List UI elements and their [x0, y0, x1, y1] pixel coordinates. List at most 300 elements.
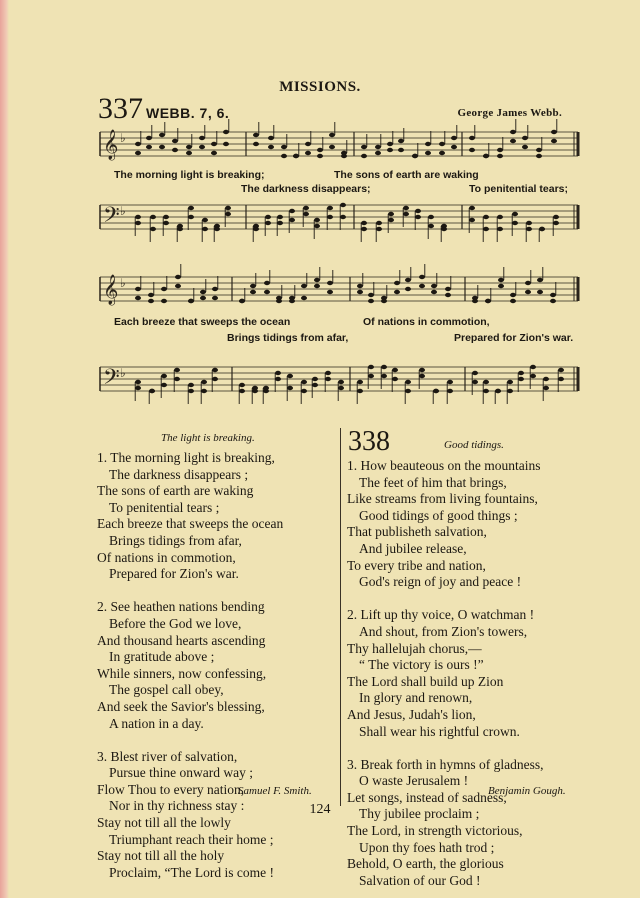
- note-head: [135, 296, 141, 300]
- note-head: [405, 389, 411, 393]
- verse-line: Of nations in commotion,: [97, 549, 236, 565]
- note-head: [317, 154, 323, 158]
- note-head: [314, 218, 320, 222]
- note-head: [148, 293, 154, 297]
- note-head: [483, 380, 489, 384]
- note-head: [392, 377, 398, 381]
- note-head: [553, 215, 559, 219]
- note-head: [148, 299, 154, 303]
- verse-line: While sinners, now confessing,: [97, 665, 267, 681]
- note-head: [525, 281, 531, 285]
- note-head: [368, 299, 374, 303]
- note-head: [188, 299, 194, 303]
- note-head: [357, 389, 363, 393]
- note-head: [301, 380, 307, 384]
- note-head: [403, 206, 409, 210]
- note-head: [387, 148, 393, 152]
- note-head: [135, 151, 141, 155]
- note-head: [425, 151, 431, 155]
- note-head: [368, 374, 374, 378]
- verse-line: Flow Thou to every nation,: [97, 781, 245, 797]
- flat-icon: ♭: [120, 276, 126, 290]
- verse-line: Brings tidings from afar,: [109, 532, 242, 548]
- verse-line: To every tribe and nation,: [347, 557, 486, 573]
- note-head: [135, 380, 141, 384]
- note-head: [161, 287, 167, 291]
- underlay-text: Brings tidings from afar,: [227, 332, 349, 344]
- note-head: [327, 206, 333, 210]
- note-head: [398, 139, 404, 143]
- note-head: [314, 284, 320, 288]
- note-head: [161, 374, 167, 378]
- verse-line: The feet of him that brings,: [359, 474, 507, 490]
- hymn-338-verses: [347, 458, 587, 889]
- note-head: [163, 221, 169, 225]
- verse-line: In gratitude above ;: [109, 649, 215, 665]
- note-head: [497, 154, 503, 158]
- note-head: [451, 136, 457, 140]
- note-head: [252, 389, 258, 393]
- note-head: [357, 290, 363, 294]
- note-head: [338, 380, 344, 384]
- note-head: [361, 145, 367, 149]
- verse-line: Good tidings of good things ;: [359, 507, 518, 523]
- note-head: [317, 148, 323, 152]
- note-head: [253, 227, 259, 231]
- note-head: [558, 368, 564, 372]
- note-head: [497, 215, 503, 219]
- verse-line: The sons of earth are waking: [97, 483, 254, 499]
- note-head: [394, 290, 400, 294]
- note-head: [525, 290, 531, 294]
- note-head: [275, 377, 281, 381]
- note-head: [376, 227, 382, 231]
- note-head: [376, 221, 382, 225]
- note-head: [161, 299, 167, 303]
- note-head: [277, 221, 283, 225]
- verse-line: And Jesus, Judah's lion,: [347, 706, 476, 722]
- note-head: [428, 224, 434, 228]
- music-score: [0, 0, 640, 420]
- note-head: [483, 389, 489, 393]
- note-head: [202, 227, 208, 231]
- note-head: [265, 215, 271, 219]
- verse-line: 3. Break forth in hymns of gladness,: [347, 756, 544, 772]
- note-head: [312, 377, 318, 381]
- note-head: [433, 389, 439, 393]
- note-head: [212, 296, 218, 300]
- note-head: [419, 368, 425, 372]
- note-head: [472, 380, 478, 384]
- note-head: [327, 281, 333, 285]
- note-head: [469, 206, 475, 210]
- verse-line: To penitential tears ;: [109, 499, 220, 515]
- note-head: [253, 133, 259, 137]
- verse-line: Upon thy foes hath trod ;: [359, 839, 495, 855]
- note-head: [289, 218, 295, 222]
- verse-line: “ The victory is ours !”: [359, 657, 484, 673]
- note-head: [202, 218, 208, 222]
- note-head: [214, 227, 220, 231]
- note-head: [551, 130, 557, 134]
- note-head: [398, 148, 404, 152]
- note-head: [277, 215, 283, 219]
- note-head: [498, 278, 504, 282]
- note-head: [211, 151, 217, 155]
- verse-line: God's reign of joy and peace !: [359, 574, 522, 590]
- note-head: [553, 221, 559, 225]
- note-head: [469, 148, 475, 152]
- note-head: [522, 145, 528, 149]
- flat-icon: ♭: [120, 204, 126, 218]
- note-head: [312, 383, 318, 387]
- note-head: [289, 209, 295, 213]
- note-head: [329, 145, 335, 149]
- note-head: [431, 284, 437, 288]
- note-head: [327, 215, 333, 219]
- note-head: [135, 287, 141, 291]
- note-head: [135, 386, 141, 390]
- note-head: [253, 142, 259, 146]
- note-head: [159, 133, 165, 137]
- underlay-text: Of nations in commotion,: [363, 316, 490, 328]
- verse-line: Triumphant reach their home ;: [109, 831, 274, 847]
- note-head: [447, 380, 453, 384]
- note-head: [361, 221, 367, 225]
- verse-line: Salvation of our God !: [359, 872, 481, 888]
- note-head: [507, 380, 513, 384]
- note-head: [212, 368, 218, 372]
- verse-line: Behold, O earth, the glorious: [347, 856, 504, 872]
- note-head: [439, 142, 445, 146]
- note-head: [276, 299, 282, 303]
- note-head: [558, 377, 564, 381]
- note-head: [177, 227, 183, 231]
- note-head: [172, 139, 178, 143]
- note-head: [368, 293, 374, 297]
- note-head: [357, 380, 363, 384]
- note-head: [536, 154, 542, 158]
- note-head: [526, 221, 532, 225]
- note-head: [287, 386, 293, 390]
- note-head: [392, 368, 398, 372]
- verse-line: Proclaim, “The Lord is come !: [109, 864, 274, 880]
- note-head: [543, 377, 549, 381]
- note-head: [388, 218, 394, 222]
- note-head: [303, 212, 309, 216]
- note-head: [200, 296, 206, 300]
- note-head: [301, 389, 307, 393]
- bass-clef-icon: 𝄢: [103, 203, 120, 233]
- note-head: [201, 380, 207, 384]
- verse-line: And jubilee release,: [359, 540, 467, 556]
- note-head: [325, 371, 331, 375]
- note-head: [329, 133, 335, 137]
- note-head: [150, 215, 156, 219]
- note-head: [394, 281, 400, 285]
- note-head: [149, 389, 155, 393]
- note-head: [375, 151, 381, 155]
- flat-icon: ♭: [120, 366, 126, 380]
- treble-clef-icon: 𝄞: [103, 130, 119, 160]
- note-head: [188, 383, 194, 387]
- note-head: [305, 142, 311, 146]
- note-head: [518, 377, 524, 381]
- note-head: [340, 203, 346, 207]
- note-head: [403, 212, 409, 216]
- verse-line: A nation in a day.: [109, 715, 204, 731]
- note-head: [537, 290, 543, 294]
- note-head: [135, 142, 141, 146]
- note-head: [550, 299, 556, 303]
- hymn-337-attribution: Samuel F. Smith.: [238, 785, 312, 797]
- note-head: [415, 209, 421, 213]
- note-head: [530, 374, 536, 378]
- note-head: [186, 151, 192, 155]
- note-head: [375, 145, 381, 149]
- verse-line: Stay not till all the lowly: [97, 815, 231, 831]
- note-head: [172, 148, 178, 152]
- verse-line: Each breeze that sweeps the ocean: [97, 516, 284, 532]
- note-head: [211, 142, 217, 146]
- hymn-337-number: 337: [98, 92, 143, 125]
- treble-clef-icon: 𝄞: [103, 275, 119, 305]
- note-head: [287, 374, 293, 378]
- note-head: [522, 136, 528, 140]
- note-head: [507, 389, 513, 393]
- hymn-338-number: 338: [348, 426, 390, 457]
- note-head: [419, 374, 425, 378]
- note-head: [225, 206, 231, 210]
- note-head: [199, 145, 205, 149]
- note-head: [537, 278, 543, 282]
- note-head: [510, 130, 516, 134]
- verse-line: Pursue thine onward way ;: [109, 765, 253, 781]
- note-head: [419, 284, 425, 288]
- note-head: [263, 389, 269, 393]
- verse-line: The darkness disappears ;: [109, 466, 249, 482]
- note-head: [174, 377, 180, 381]
- note-head: [483, 227, 489, 231]
- note-head: [163, 215, 169, 219]
- note-head: [281, 154, 287, 158]
- note-head: [381, 374, 387, 378]
- note-head: [381, 299, 387, 303]
- note-head: [445, 287, 451, 291]
- note-head: [301, 284, 307, 288]
- note-head: [303, 206, 309, 210]
- underlay-text: Prepared for Zion's war.: [454, 332, 574, 344]
- note-head: [301, 296, 307, 300]
- verse-line: O waste Jerusalem !: [359, 773, 469, 789]
- note-head: [201, 389, 207, 393]
- note-head: [510, 293, 516, 297]
- note-head: [405, 287, 411, 291]
- hymn-337-subheading: The light is breaking.: [161, 432, 255, 444]
- note-head: [387, 142, 393, 146]
- note-head: [495, 389, 501, 393]
- verse-line: That publisheth salvation,: [347, 524, 487, 540]
- note-head: [543, 386, 549, 390]
- note-head: [186, 145, 192, 149]
- verse-line: 1. How beauteous on the mountains: [347, 458, 541, 473]
- note-head: [200, 290, 206, 294]
- note-head: [512, 212, 518, 216]
- note-head: [469, 218, 475, 222]
- note-head: [341, 154, 347, 158]
- note-head: [212, 287, 218, 291]
- note-head: [289, 299, 295, 303]
- note-head: [175, 284, 181, 288]
- note-head: [428, 215, 434, 219]
- flat-icon: ♭: [120, 131, 126, 145]
- note-head: [212, 377, 218, 381]
- note-head: [239, 383, 245, 387]
- verse-line: Nor in thy richness stay :: [109, 798, 245, 814]
- note-head: [325, 377, 331, 381]
- note-head: [498, 284, 504, 288]
- note-head: [441, 227, 447, 231]
- note-head: [174, 368, 180, 372]
- verse-line: Thy hallelujah chorus,—: [347, 640, 482, 656]
- note-head: [512, 221, 518, 225]
- note-head: [388, 212, 394, 216]
- note-head: [223, 142, 229, 146]
- note-head: [447, 389, 453, 393]
- note-head: [419, 275, 425, 279]
- note-head: [264, 281, 270, 285]
- note-head: [225, 212, 231, 216]
- note-head: [485, 299, 491, 303]
- note-head: [135, 221, 141, 225]
- note-head: [536, 148, 542, 152]
- note-head: [361, 154, 367, 158]
- note-head: [314, 224, 320, 228]
- note-head: [539, 227, 545, 231]
- section-title: MISSIONS.: [279, 79, 361, 95]
- note-head: [175, 275, 181, 279]
- verse-line: The gospel call obey,: [109, 682, 224, 698]
- note-head: [445, 293, 451, 297]
- verse-line: 2. See heathen nations bending: [97, 599, 265, 615]
- note-head: [451, 145, 457, 149]
- note-head: [431, 290, 437, 294]
- verse-line: Prepared for Zion's war.: [109, 566, 239, 582]
- note-head: [268, 136, 274, 140]
- note-head: [188, 206, 194, 210]
- note-head: [497, 227, 503, 231]
- note-head: [293, 154, 299, 158]
- underlay-text: The sons of earth are waking: [334, 169, 479, 181]
- note-head: [425, 142, 431, 146]
- note-head: [405, 380, 411, 384]
- note-head: [188, 215, 194, 219]
- verse-line: Thy jubilee proclaim ;: [359, 806, 480, 822]
- note-head: [412, 154, 418, 158]
- note-head: [530, 365, 536, 369]
- note-head: [264, 290, 270, 294]
- verse-line: And shout, from Zion's towers,: [359, 623, 528, 639]
- verse-line: Stay not till all the holy: [97, 848, 225, 864]
- note-head: [472, 371, 478, 375]
- verse-line: 2. Lift up thy voice, O watchman !: [347, 607, 535, 623]
- note-head: [239, 389, 245, 393]
- note-head: [268, 145, 274, 149]
- note-head: [510, 299, 516, 303]
- note-head: [338, 386, 344, 390]
- note-head: [510, 139, 516, 143]
- verse-line: Like streams from living fountains,: [347, 491, 538, 507]
- note-head: [188, 389, 194, 393]
- underlay-text: To penitential tears;: [469, 183, 568, 195]
- verse-line: And seek the Savior's blessing,: [97, 698, 265, 714]
- note-head: [439, 151, 445, 155]
- note-head: [281, 145, 287, 149]
- note-head: [550, 293, 556, 297]
- note-head: [223, 130, 229, 134]
- note-head: [497, 148, 503, 152]
- bass-clef-icon: 𝄢: [103, 365, 120, 395]
- note-head: [250, 284, 256, 288]
- note-head: [146, 145, 152, 149]
- hymn-338-subheading: Good tidings.: [444, 439, 504, 451]
- note-head: [469, 136, 475, 140]
- underlay-text: The darkness disappears;: [241, 183, 371, 195]
- column-divider: [340, 428, 341, 806]
- note-head: [250, 290, 256, 294]
- composer: George James Webb.: [457, 107, 562, 119]
- verse-line: The Lord, in strength victorious,: [347, 823, 523, 839]
- underlay-text: The morning light is breaking;: [114, 169, 265, 181]
- note-head: [526, 227, 532, 231]
- note-head: [472, 299, 478, 303]
- note-head: [275, 371, 281, 375]
- page-number: 124: [309, 802, 331, 817]
- note-head: [161, 383, 167, 387]
- note-head: [518, 371, 524, 375]
- verse-line: And thousand hearts ascending: [97, 632, 266, 648]
- note-head: [135, 215, 141, 219]
- note-head: [357, 284, 363, 288]
- note-head: [199, 136, 205, 140]
- underlay-text: Each breeze that sweeps the ocean: [114, 316, 291, 328]
- note-head: [239, 299, 245, 303]
- verse-line: 3. Blest river of salvation,: [97, 748, 238, 764]
- verse-line: Before the God we love,: [109, 615, 242, 631]
- verse-line: Let songs, instead of sadness,: [347, 789, 507, 805]
- tune-name: WEBB. 7, 6.: [146, 105, 230, 121]
- note-head: [368, 365, 374, 369]
- note-head: [340, 215, 346, 219]
- verse-line: 1. The morning light is breaking,: [97, 450, 275, 465]
- verse-line: In glory and renown,: [359, 690, 473, 706]
- note-head: [361, 227, 367, 231]
- note-head: [305, 151, 311, 155]
- verse-line: Shall wear his rightful crown.: [359, 723, 520, 739]
- note-head: [159, 145, 165, 149]
- note-head: [381, 365, 387, 369]
- verse-line: The Lord shall build up Zion: [347, 673, 504, 689]
- note-head: [314, 278, 320, 282]
- note-head: [551, 139, 557, 143]
- hymn-338-attribution: Benjamin Gough.: [488, 785, 566, 797]
- note-head: [150, 227, 156, 231]
- note-head: [483, 154, 489, 158]
- note-head: [265, 221, 271, 225]
- note-head: [327, 290, 333, 294]
- note-head: [483, 215, 489, 219]
- note-head: [405, 278, 411, 282]
